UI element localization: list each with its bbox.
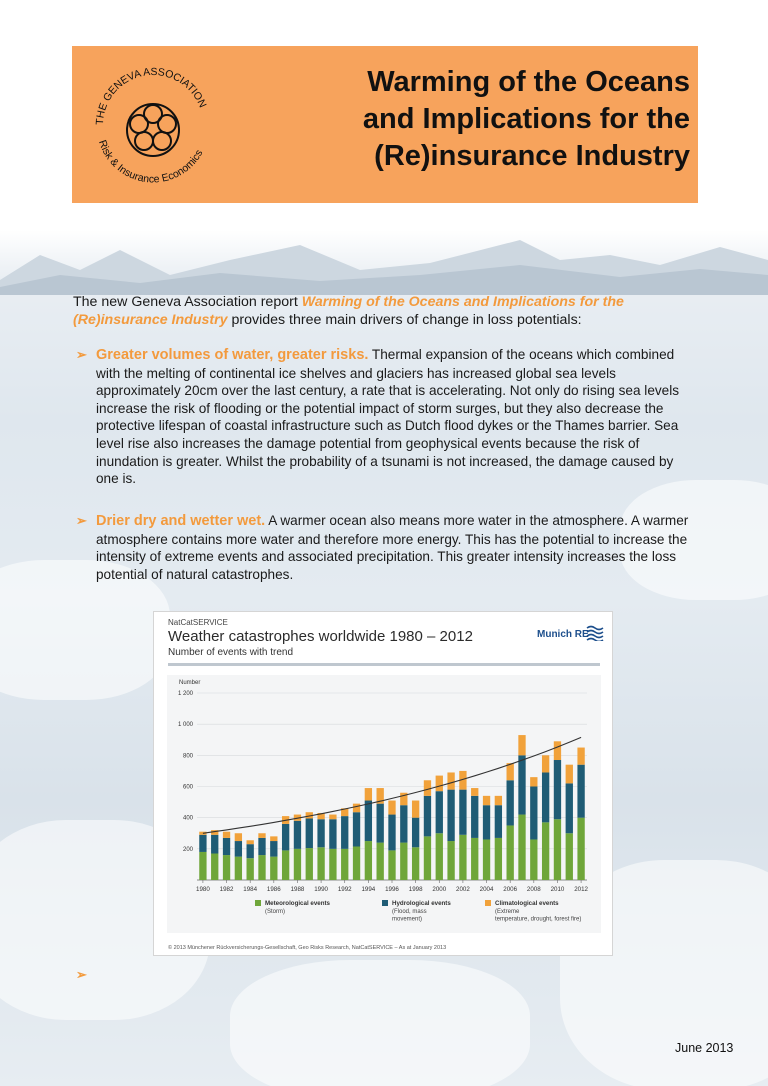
bar-segment [282, 850, 289, 880]
title-line: Warming of the Oceans [367, 66, 690, 98]
legend-label: Meteorological events [265, 900, 330, 907]
x-tick-label: 2006 [503, 886, 518, 893]
bar-segment [507, 825, 514, 880]
bar-segment [377, 804, 384, 843]
bar-segment [388, 801, 395, 815]
x-tick-label: 1992 [337, 886, 352, 893]
x-tick-label: 2012 [574, 886, 588, 893]
y-tick-label: 1 200 [177, 691, 193, 697]
bar-segment [258, 855, 265, 880]
munich-re-mark-icon [586, 625, 604, 641]
bar-segment [471, 838, 478, 880]
bar-segment [341, 849, 348, 880]
x-tick-label: 1980 [196, 886, 210, 893]
bar-segment [235, 841, 242, 857]
legend-swatch [382, 900, 388, 906]
bar-segment [542, 822, 549, 880]
bar-segment [577, 818, 584, 880]
bar-segment [518, 735, 525, 755]
bar-segment [412, 818, 419, 848]
legend-sublabel: (Storm) [265, 909, 285, 915]
logo-ring-text-top: THE GENEVA ASSOCIATION [93, 65, 209, 126]
bar-segment [554, 819, 561, 880]
geneva-association-logo [80, 52, 226, 198]
bar-segment [447, 772, 454, 789]
bar-segment [400, 805, 407, 842]
bar-segment [341, 816, 348, 849]
bar-segment [447, 841, 454, 880]
mountain-backdrop [0, 235, 768, 295]
page-title [260, 64, 690, 175]
bar-segment [317, 847, 324, 880]
bullet-heading: Drier dry and wetter wet. [96, 513, 266, 529]
bar-segment [294, 849, 301, 880]
bar-segment [459, 790, 466, 835]
chart-subtitle: Number of events with trend [168, 647, 294, 658]
arrow-bullet-icon: ➢ [76, 347, 87, 362]
report-title-link: Warming of the Oceans and Implications for the (Re)insurance Industry [73, 294, 624, 328]
bullet-body: Thermal expansion of the oceans which combined with the melting of continental ice shelves and glaciers has increased global sea levels approximately 20cm over the last century, a rate that is accelerating. Not only do rising sea levels increase the risk of flooding or the potential impact of storm surges, but they also decrease the protective lifespan of coastal infrastructure such as Dutch flood dykes or the Thames barrier. Sea level rise also increases the damage potential from geophysical events because the risk of inundation is greater. Whilst the probability of a tsunami is not increased, the damage caused by one is. [96, 347, 680, 487]
x-tick-label: 1986 [266, 886, 281, 893]
bullet-item [76, 512, 694, 583]
bar-segment [270, 836, 277, 841]
bar-segment [566, 783, 573, 833]
ice-floe [230, 960, 530, 1086]
bar-segment [542, 772, 549, 822]
chart-header-rule [168, 663, 600, 666]
intro-lead: The new Geneva Association report [73, 294, 302, 310]
bar-segment [329, 849, 336, 880]
y-tick-label: 1 000 [177, 722, 193, 729]
bar-segment [436, 833, 443, 880]
x-tick-label: 1998 [408, 886, 423, 893]
y-axis-label: Number [179, 680, 201, 686]
bar-segment [447, 790, 454, 841]
bar-segment [495, 805, 502, 838]
bar-segment [483, 796, 490, 805]
bar-segment [518, 815, 525, 880]
x-tick-label: 2010 [550, 886, 565, 893]
weather-catastrophes-chart [167, 675, 601, 933]
bar-segment [530, 839, 537, 880]
bar-segment [388, 815, 395, 851]
bullet-heading: Greater volumes of water, greater risks. [96, 347, 369, 363]
bar-segment [235, 857, 242, 880]
bar-segment [270, 841, 277, 857]
logo-ring-text-bottom: Risk & Insurance Economics [96, 138, 206, 186]
chart-source-label: NatCatSERVICE [168, 618, 228, 627]
bar-segment [459, 835, 466, 880]
bar-segment [365, 801, 372, 842]
bar-segment [211, 854, 218, 880]
intro-tail: provides three main drivers of change in loss potentials: [227, 312, 582, 328]
bar-segment [577, 765, 584, 818]
bar-segment [353, 804, 360, 813]
bar-segment [518, 755, 525, 814]
bar-segment [329, 819, 336, 849]
chart-footer: © 2013 Münchener Rückversicherungs-Gesellschaft, Geo Risks Research, NatCatSERVICE – As at January 2013 [168, 945, 447, 951]
bar-segment [306, 818, 313, 848]
munich-re-logo-text: Munich RE [537, 629, 589, 640]
bar-segment [471, 788, 478, 796]
x-tick-label: 1996 [385, 886, 399, 893]
bar-segment [317, 819, 324, 847]
arrow-bullet-icon: ➢ [76, 513, 87, 528]
bar-segment [577, 748, 584, 765]
bar-segment [223, 838, 230, 855]
x-tick-label: 1982 [219, 886, 234, 893]
bar-segment [211, 835, 218, 854]
legend-label: Hydrological events [392, 900, 451, 907]
bar-segment [436, 776, 443, 792]
bar-segment [400, 843, 407, 880]
bar-segment [223, 832, 230, 838]
bar-segment [542, 755, 549, 772]
bar-segment [495, 796, 502, 805]
x-tick-label: 2000 [432, 886, 447, 893]
y-tick-label: 200 [182, 846, 193, 853]
x-tick-label: 1990 [314, 886, 328, 893]
bar-segment [270, 857, 277, 880]
bar-segment [258, 838, 265, 855]
bar-segment [566, 765, 573, 784]
bar-segment [495, 838, 502, 880]
legend-label: Climatological events [495, 900, 559, 907]
svg-text:THE GENEVA ASSOCIATION [94, 66, 209, 125]
bar-segment [412, 847, 419, 880]
bar-segment [530, 787, 537, 840]
legend-swatch [255, 900, 261, 906]
bar-segment [424, 780, 431, 796]
bar-segment [282, 824, 289, 850]
bar-segment [235, 833, 242, 841]
bar-segment [530, 777, 537, 786]
bar-segment [483, 839, 490, 880]
bar-segment [377, 843, 384, 880]
bar-segment [388, 850, 395, 880]
bar-segment [247, 858, 254, 880]
bar-segment [412, 801, 419, 818]
bar-segment [424, 796, 431, 837]
bar-segment [329, 815, 336, 820]
arrow-bullet-icon: ➢ [76, 967, 87, 982]
title-banner [72, 46, 698, 203]
bar-segment [471, 796, 478, 838]
bar-segment [294, 821, 301, 849]
bar-segment [554, 760, 561, 819]
bar-segment [424, 836, 431, 880]
bullet-item [76, 346, 694, 488]
bar-segment [306, 848, 313, 880]
bar-segment [436, 791, 443, 833]
bar-segment [554, 741, 561, 760]
bar-segment [353, 812, 360, 846]
legend-sublabel: (Flood, mass [392, 909, 427, 915]
x-tick-label: 2004 [479, 886, 494, 893]
y-tick-label: 600 [182, 784, 193, 791]
y-tick-label: 400 [182, 815, 193, 822]
bar-segment [199, 835, 206, 852]
legend-sublabel: (Extreme [495, 909, 520, 915]
bar-segment [566, 833, 573, 880]
bar-segment [483, 805, 490, 839]
legend-sublabel: temperature, drought, forest fire) [495, 916, 582, 923]
intro-paragraph [73, 293, 693, 329]
x-tick-label: 1994 [361, 886, 376, 893]
bar-segment [247, 840, 254, 844]
bullet-body: A warmer ocean also means more water in the atmosphere. A warmer atmosphere contains more water and therefore more energy. This has the potential to increase the intensity of extreme events and associated precipitation. This greater intensity increases the loss potential of natural catastrophes. [96, 513, 689, 582]
y-tick-label: 800 [182, 753, 193, 760]
x-tick-label: 1988 [290, 886, 305, 893]
title-line: and Implications for the [362, 103, 690, 135]
bar-segment [507, 780, 514, 825]
bar-segment [223, 855, 230, 880]
legend-sublabel: movement) [392, 916, 423, 923]
x-tick-label: 2002 [456, 886, 470, 893]
bar-segment [365, 788, 372, 800]
publication-date: June 2013 [675, 1041, 734, 1055]
bar-segment [353, 846, 360, 880]
bar-segment [247, 844, 254, 858]
x-tick-label: 1984 [243, 886, 258, 893]
bar-segment [365, 841, 372, 880]
legend-swatch [485, 900, 491, 906]
bar-segment [199, 852, 206, 880]
title-line: (Re)insurance Industry [374, 140, 690, 172]
x-tick-label: 2008 [526, 886, 541, 893]
chart-card [153, 611, 613, 956]
chart-title: Weather catastrophes worldwide 1980 – 2012 [168, 628, 473, 645]
bar-segment [258, 833, 265, 838]
